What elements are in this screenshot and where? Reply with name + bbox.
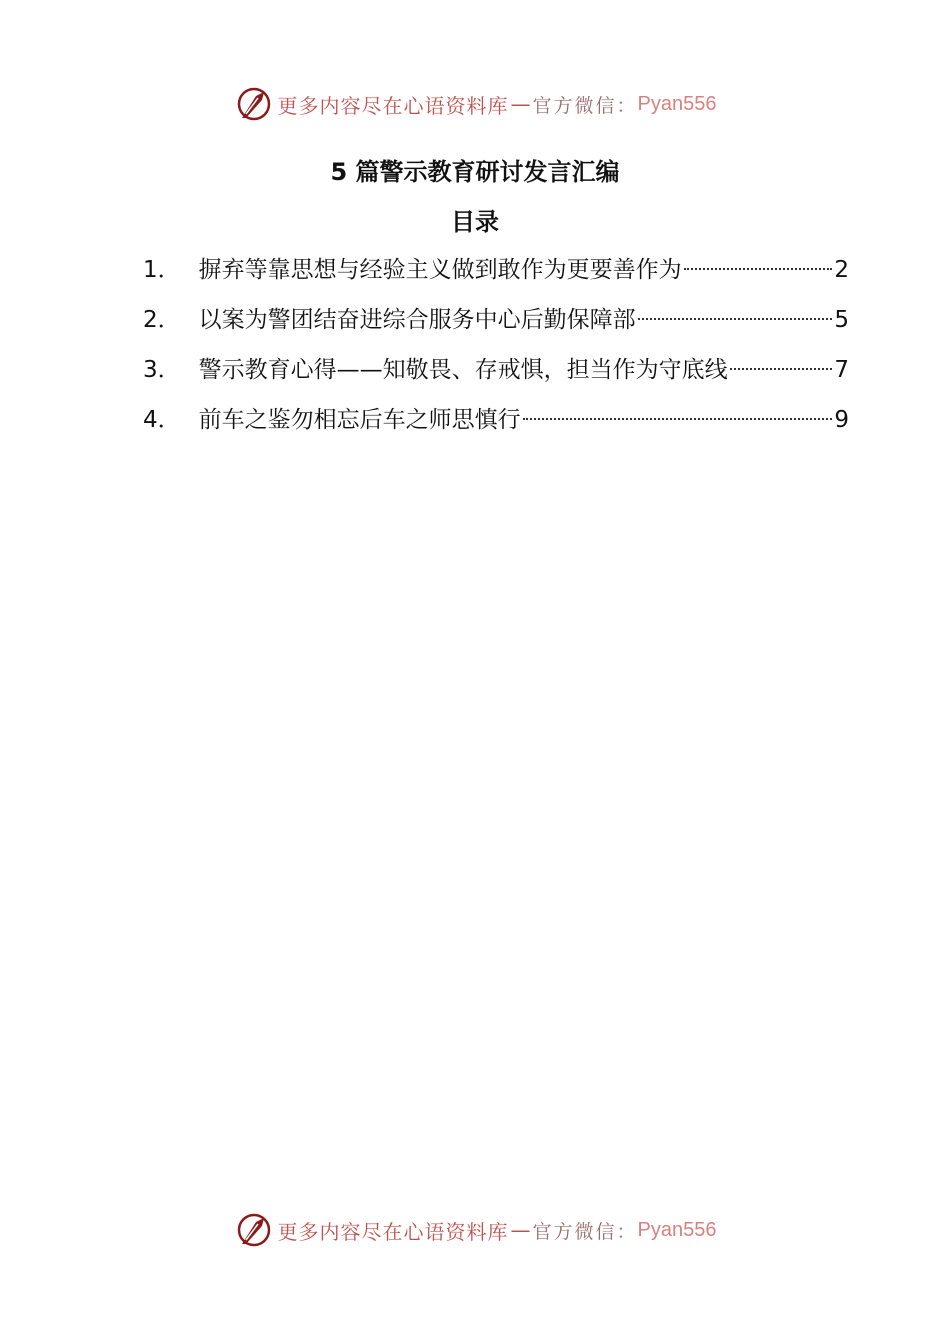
toc-number: 1． [143, 257, 181, 283]
pen-nib-logo-icon [234, 1210, 274, 1250]
toc-page-number: 2 [834, 257, 849, 283]
toc-title: 警示教育心得——知敬畏、存戒惧，担当作为守底线 [198, 357, 728, 383]
table-of-contents [143, 248, 849, 448]
toc-leader-dots [523, 418, 833, 420]
toc-number: 4． [143, 407, 181, 433]
toc-title: 摒弃等靠思想与经验主义做到敢作为更要善作为 [198, 257, 682, 283]
toc-page-number: 9 [834, 407, 849, 433]
header-watermark [0, 82, 950, 126]
toc-page-number: 5 [834, 307, 849, 333]
toc-page-number: 7 [834, 357, 849, 383]
toc-leader-dots [638, 318, 833, 320]
toc-number: 2． [143, 307, 181, 333]
toc-number: 3． [143, 357, 181, 383]
toc-title: 前车之鉴勿相忘后车之师思慎行 [198, 407, 521, 433]
toc-leader-dots [684, 268, 833, 270]
toc-heading: 目录 [451, 208, 499, 236]
toc-entry-3[interactable] [143, 348, 849, 398]
watermark-label: 官方微信： [532, 1220, 638, 1243]
watermark-id: Pyan556 [637, 1218, 717, 1241]
watermark-label: 官方微信： [532, 94, 638, 117]
watermark-separator: — [510, 92, 531, 116]
watermark-separator: — [510, 1218, 531, 1242]
toc-entry-2[interactable] [143, 298, 849, 348]
watermark-brand: 更多内容尽在心语资料库 [277, 1219, 509, 1244]
watermark-brand: 更多内容尽在心语资料库 [277, 93, 509, 118]
toc-title: 以案为警团结奋进综合服务中心后勤保障部 [198, 307, 636, 333]
pen-nib-logo-icon [234, 84, 274, 124]
toc-leader-dots [730, 368, 833, 370]
footer-watermark [0, 1208, 950, 1252]
document-title: 5 篇警示教育研讨发言汇编 [330, 158, 620, 186]
toc-entry-4[interactable] [143, 398, 849, 448]
watermark-id: Pyan556 [637, 92, 717, 115]
toc-entry-1[interactable] [143, 248, 849, 298]
